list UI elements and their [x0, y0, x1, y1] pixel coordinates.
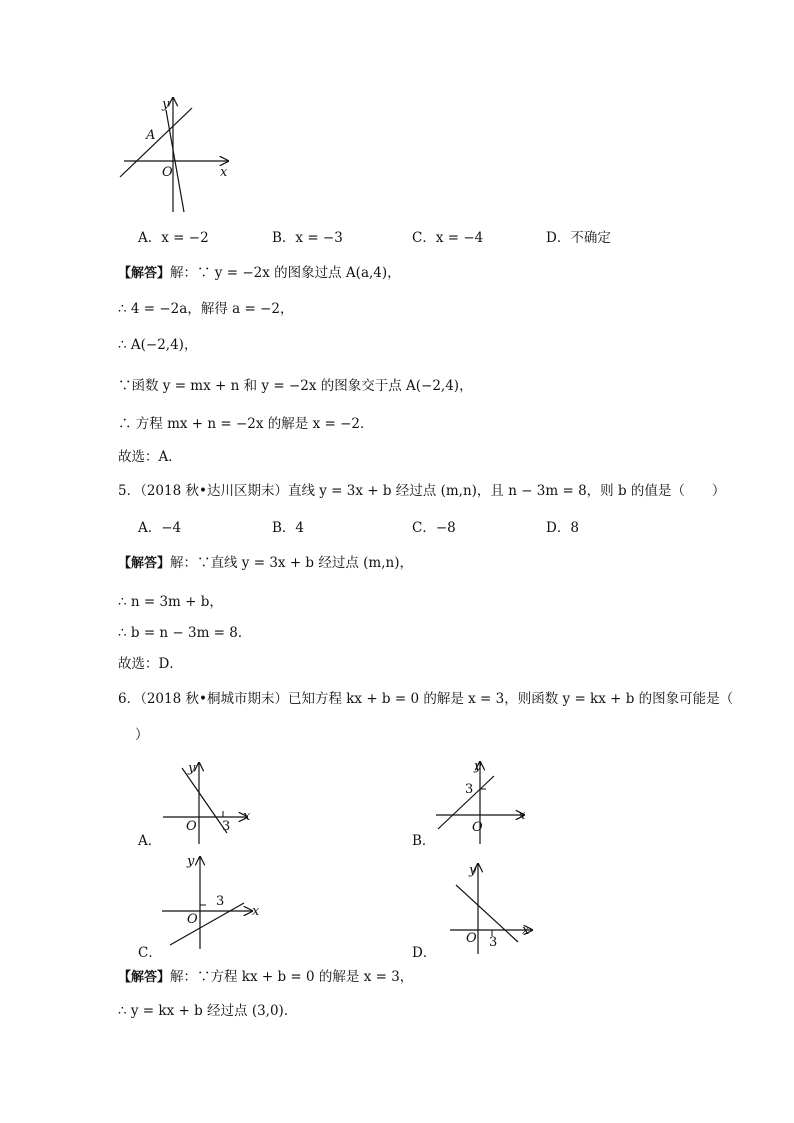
y-label: y	[188, 761, 196, 776]
x-label: x	[518, 808, 526, 823]
sol4-line-4: ∵函数 y = mx + n 和 y = −2x 的图象交于点 A(−2,4)，	[118, 378, 473, 394]
line-y-mx-n	[120, 108, 192, 177]
sol5-line-3: ∴ b = n − 3m = 8．	[118, 625, 252, 641]
y-label: y	[469, 863, 477, 878]
origin-label: O	[162, 165, 173, 180]
y-label: y	[162, 97, 170, 112]
sol5-line-4: 故选：D．	[118, 656, 183, 672]
q6-graph-a	[155, 758, 265, 848]
sol5-line-2: ∴ n = 3m + b，	[118, 594, 223, 610]
q6-option-d-label: D．	[412, 945, 437, 961]
origin-label: O	[472, 820, 483, 835]
sol4-line-5: ∴ 方程 mx + n = −2x 的解是 x = −2．	[118, 416, 374, 432]
sol6-text-1: 解：∵方程 kx + b = 0 的解是 x = 3，	[170, 969, 414, 985]
q6-option-a-label: A．	[138, 833, 162, 849]
sol4-line-1	[118, 264, 401, 283]
three-label: 3	[465, 782, 474, 797]
sol6-line-2: ∴ y = kx + b 经过点 (3,0)．	[118, 1003, 298, 1019]
sol4-line-3: ∴ A(−2,4)，	[118, 337, 198, 353]
top-graph	[110, 88, 250, 218]
origin-label: O	[186, 819, 197, 834]
x-label: x	[220, 165, 228, 180]
origin-label: O	[187, 912, 198, 927]
q6-graph-d	[440, 860, 550, 960]
q6-graph-c	[158, 853, 268, 953]
y-label: y	[474, 759, 482, 774]
q4-option-c: C．x = −4	[412, 230, 484, 246]
q5-option-d: D．8	[546, 520, 579, 536]
q5-option-a: A．−4	[138, 520, 182, 536]
q4-option-d: D．不确定	[546, 230, 611, 246]
q4-option-b: B．x = −3	[272, 230, 343, 246]
sol4-line-2: ∴ 4 = −2a，解得 a = −2，	[118, 301, 294, 317]
point-a-label: A	[146, 128, 156, 143]
q5-option-c: C．−8	[412, 520, 456, 536]
three-label: 3	[222, 819, 231, 834]
y-label: y	[187, 854, 195, 869]
sol4-line-6: 故选：A．	[118, 449, 182, 465]
q5-stem: 5．（2018 秋•达川区期末）直线 y = 3x + b 经过点 (m,n)，且 n − 3m = 8，则 b 的值是（ ）	[118, 483, 726, 499]
q6-stem-line1: 6．（2018 秋•桐城市期末）已知方程 kx + b = 0 的解是 x = 3，则函数 y = kx + b 的图象可能是（	[118, 691, 734, 707]
x-label: x	[522, 923, 530, 938]
x-label: x	[252, 904, 260, 919]
q6-graph-b	[430, 758, 540, 848]
answer-tag: 【解答】	[118, 556, 171, 571]
q4-option-a: A．x = −2	[138, 230, 209, 246]
answer-tag: 【解答】	[118, 970, 171, 985]
graph-line	[170, 903, 244, 945]
q6-option-b-label: B．	[412, 833, 436, 849]
q6-option-c-label: C．	[138, 945, 162, 961]
x-label: x	[243, 809, 251, 824]
three-label: 3	[489, 935, 498, 950]
sol6-line-1	[118, 968, 413, 987]
sol5-text-1: 解：∵直线 y = 3x + b 经过点 (m,n)，	[170, 555, 413, 571]
q5-option-b: B．4	[272, 520, 305, 536]
sol5-line-1	[118, 554, 413, 573]
sol4-text-1: 解：∵ y = −2x 的图象过点 A(a,4)，	[170, 265, 401, 281]
q6-stem-line2: ）	[135, 727, 149, 743]
answer-tag: 【解答】	[118, 266, 171, 281]
three-label: 3	[216, 894, 225, 909]
origin-label: O	[466, 931, 477, 946]
